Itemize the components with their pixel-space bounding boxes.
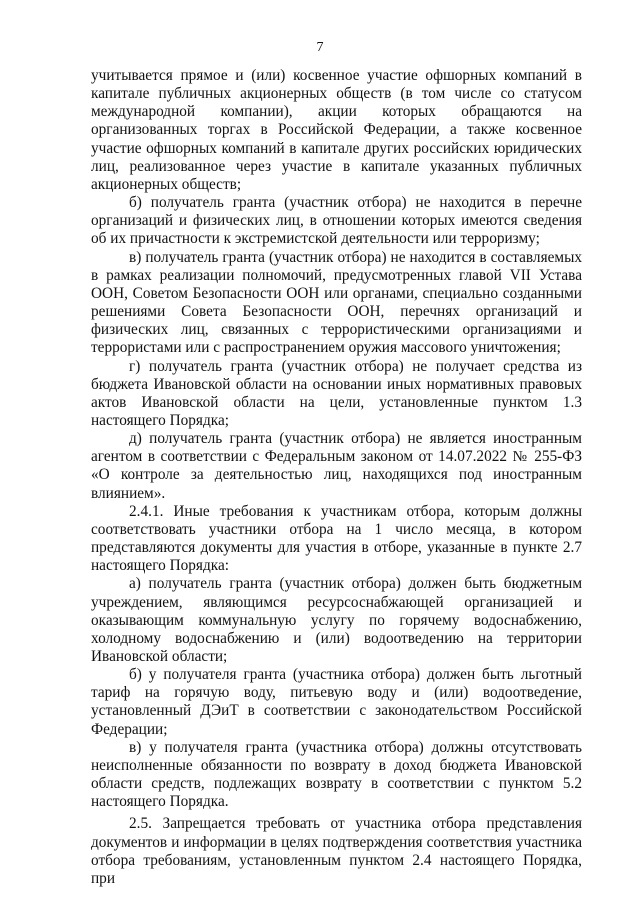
- paragraph-2-4-1-v: в) у получателя гранта (участника отбора) должны отсутствовать неисполненные обязанности по возврату в доход бюджета Ивановской области средств, подлежащих возврату в соответствии с пунктом 5.2 настоящего Порядка.: [91, 738, 582, 811]
- paragraph-item-v: в) получатель гранта (участник отбора) не находится в составляемых в рамках реализации полномочий, предусмотренных главой VII Устава ООН, Советом Безопасности ООН или органами, специально созданными решениями Совета Безопасности ООН, перечнях организаций и физических лиц, связанных с террористическими организациями и террористами или с распространением оружия массового уничтожения;: [91, 248, 582, 357]
- paragraph-item-b: б) получатель гранта (участник отбора) не находится в перечне организаций и физических лиц, в отношении которых имеются сведения об их причастности к экстремистской деятельности или терроризму;: [91, 194, 582, 248]
- paragraph-item-g: г) получатель гранта (участник отбора) не получает средства из бюджета Ивановской области на основании иных нормативных правовых актов Ивановской области на цели, установленные пунктом 1.3 настоящего Порядка;: [91, 357, 582, 429]
- paragraph-continuation: учитывается прямое и (или) косвенное участие офшорных компаний в капитале публичных акционерных обществ (в том числе со статусом международной компании), акции которых обращаются на организованных торгах в Российской Федерации, а также косвенное участие офшорных компаний в капитале других российских юридических лиц, реализованное через участие в капитале указанных публичных акционерных обществ;: [91, 67, 582, 193]
- document-body: [91, 67, 582, 888]
- paragraph-2-4-1-b: б) у получателя гранта (участника отбора) должен быть льготный тариф на горячую воду, питьевую воду и (или) водоотведение, установленный ДЭиТ в соответствии с законодательством Российской Федерации;: [91, 666, 582, 738]
- paragraph-2-4-1-a: а) получатель гранта (участник отбора) должен быть бюджетным учреждением, являющимся ресурсоснабжающей организацией и оказывающим коммунальную услугу по горячему водоснабжению, холодному водоснабжению и (или) водоотведению на территории Ивановской области;: [91, 575, 582, 665]
- paragraph-2-4-1: 2.4.1. Иные требования к участникам отбора, которым должны соответствовать участники отбора на 1 число месяца, в котором представляются документы для участия в отборе, указанные в пункте 2.7 настоящего Порядка:: [91, 502, 582, 575]
- paragraph-2-5: 2.5. Запрещается требовать от участника отбора представления документов и информации в целях подтверждения соответствия участника отбора требованиям, установленным пунктом 2.4 настоящего Порядка, при: [91, 815, 582, 887]
- page-number: 7: [316, 40, 324, 55]
- paragraph-item-d: д) получатель гранта (участник отбора) не является иностранным агентом в соответствии с Федеральным законом от 14.07.2022 № 255-ФЗ «О контроле за деятельностью лиц, находящихся под иностранным влиянием».: [91, 430, 582, 502]
